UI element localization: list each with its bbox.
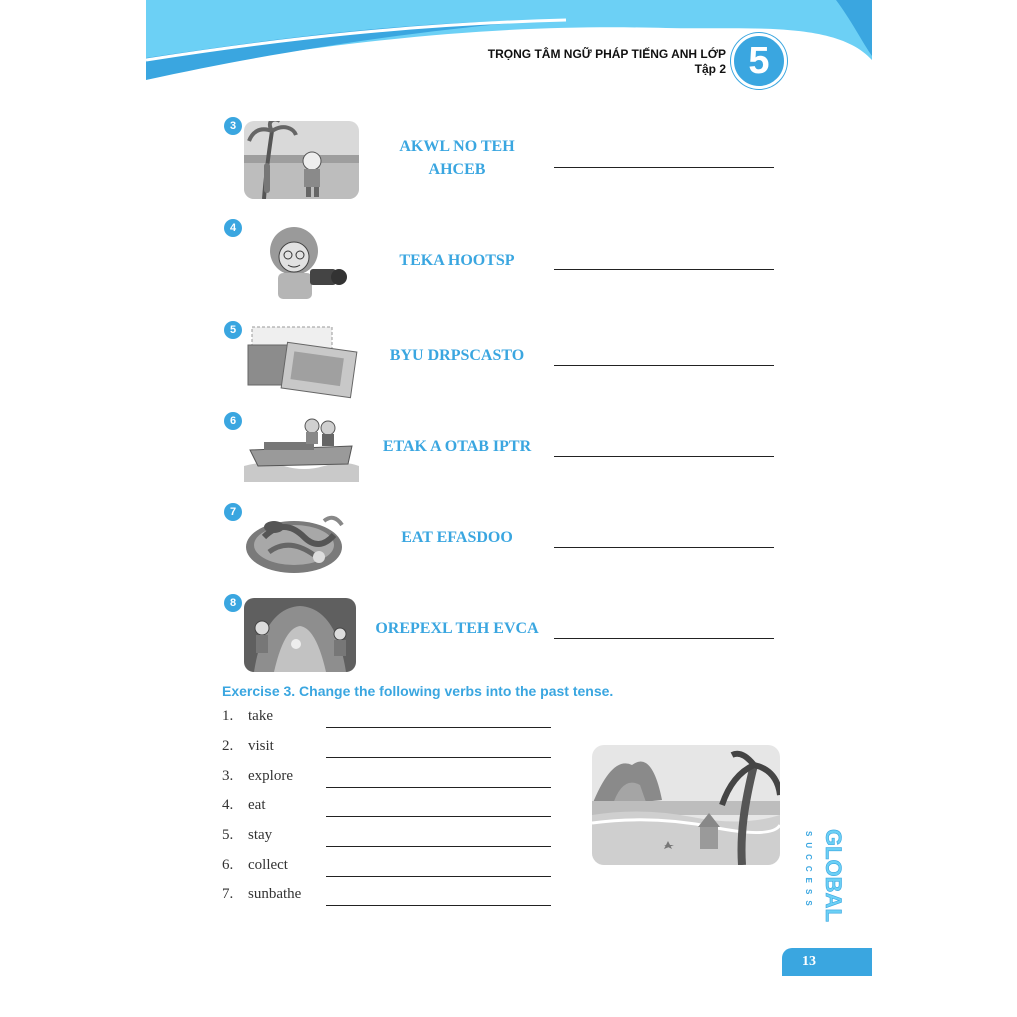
boy-on-beach-picture <box>244 121 359 199</box>
unscramble-item <box>222 501 782 581</box>
cave-explorers-picture <box>244 598 356 672</box>
brand-line2: SUCCESS <box>804 831 813 912</box>
answer-blank[interactable] <box>326 905 551 906</box>
verb-row <box>222 886 552 910</box>
verb-word: stay <box>248 827 273 843</box>
exercise-3-title: Exercise 3. Change the following verbs into the past tense. <box>222 683 614 699</box>
unscramble-item <box>222 319 782 399</box>
verb-row <box>222 827 552 851</box>
answer-blank[interactable] <box>326 846 551 847</box>
item-number-badge: 3 <box>224 117 242 135</box>
scrambled-phrase: BYU DRPSCASTO <box>389 347 525 364</box>
item-number-badge: 6 <box>224 412 242 430</box>
unscramble-item <box>222 115 782 195</box>
page-number: 13 <box>802 954 816 969</box>
verb-row <box>222 857 552 881</box>
page-number-tab <box>782 948 872 976</box>
verb-word: eat <box>248 797 266 813</box>
verb-word: visit <box>248 738 274 754</box>
verb-number: 1. <box>222 708 234 724</box>
item-number-badge: 7 <box>224 503 242 521</box>
verb-number: 7. <box>222 886 234 902</box>
grade-badge: 5 <box>731 33 787 89</box>
answer-blank[interactable] <box>554 456 774 457</box>
answer-blank[interactable] <box>326 757 551 758</box>
scrambled-phrase: AKWL NO TEH AHCEB <box>399 138 515 178</box>
boat-trip-picture <box>244 416 359 494</box>
item-number-badge: 5 <box>224 321 242 339</box>
verb-word: explore <box>248 768 293 784</box>
verb-word: take <box>248 708 273 724</box>
global-success-logo <box>800 825 850 935</box>
verb-row <box>222 708 552 732</box>
book-volume: Tập 2 <box>694 62 726 76</box>
verb-row <box>222 768 552 792</box>
verb-row <box>222 738 552 762</box>
answer-blank[interactable] <box>554 269 774 270</box>
answer-blank[interactable] <box>326 876 551 877</box>
answer-blank[interactable] <box>554 167 774 168</box>
scrambled-phrase: ETAK A OTAB IPTR <box>382 438 532 455</box>
beach-illustration <box>592 745 780 865</box>
scrambled-phrase: EAT EFASDOO <box>401 529 513 546</box>
answer-blank[interactable] <box>554 547 774 548</box>
verb-number: 4. <box>222 797 234 813</box>
scrambled-phrase: OREPEXL TEH EVCA <box>375 620 539 637</box>
answer-blank[interactable] <box>326 816 551 817</box>
verb-number: 3. <box>222 768 234 784</box>
item-number-badge: 8 <box>224 594 242 612</box>
unscramble-item <box>222 592 782 672</box>
answer-blank[interactable] <box>554 365 774 366</box>
answer-blank[interactable] <box>554 638 774 639</box>
verb-word: collect <box>248 857 288 873</box>
verb-number: 6. <box>222 857 234 873</box>
verb-word: sunbathe <box>248 886 302 902</box>
verb-number: 5. <box>222 827 234 843</box>
brand-line1: GLOBAL <box>821 829 846 922</box>
book-title-block <box>488 47 871 77</box>
answer-blank[interactable] <box>326 787 551 788</box>
book-title: TRỌNG TÂM NGỮ PHÁP TIẾNG ANH LỚP <box>487 47 726 61</box>
unscramble-item <box>222 217 782 297</box>
postcards-picture <box>244 325 359 403</box>
boy-with-camera-picture <box>244 223 359 301</box>
answer-blank[interactable] <box>326 727 551 728</box>
scrambled-phrase: TEKA HOOTSP <box>399 252 515 269</box>
verb-row <box>222 797 552 821</box>
seafood-picture <box>244 507 359 585</box>
unscramble-item <box>222 410 782 490</box>
item-number-badge: 4 <box>224 219 242 237</box>
verb-number: 2. <box>222 738 234 754</box>
